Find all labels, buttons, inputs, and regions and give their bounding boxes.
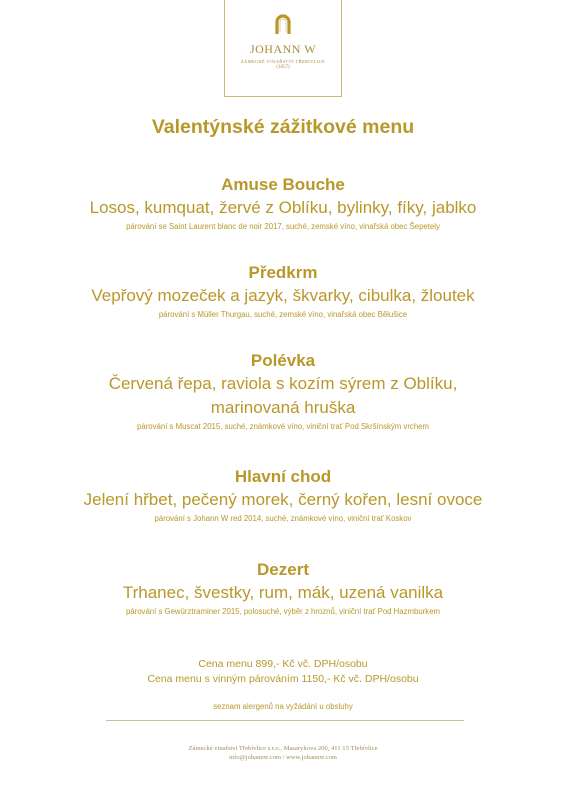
course-amuse-bouche [0, 174, 566, 234]
footer-address: Zámecké vinařství Třebívlice s.r.o., Masarykova 200, 411 15 Třebívlice [188, 745, 378, 752]
footer [0, 744, 566, 762]
course-dish: Losos, kumquat, žervé z Oblíku, bylinky, fíky, jablko [89, 198, 477, 217]
course-name: Hlavní chod [234, 467, 332, 486]
menu-title: Valentýnské zážitkové menu [151, 116, 415, 138]
price-menu: Cena menu 899,- Kč vč. DPH/osobu [198, 658, 368, 670]
price-with-pairing: Cena menu s vinným párováním 1150,- Kč vč. DPH/osobu [147, 673, 419, 685]
course-pairing: párování s Müller Thurgau, suché, zemské víno, vinařská obec Bělušice [158, 310, 408, 319]
course-dish-line-2: marinovaná hruška [210, 398, 356, 417]
course-name: Dezert [257, 560, 309, 579]
course-name: Předkrm [248, 263, 318, 282]
logo-subtitle: ZÁMECKÉ VINAŘSTVÍ TŘEBIVLICE [240, 59, 326, 64]
course-pairing: párování s Gewürztraminer 2015, polosuché, výběr z hroznů, viniční trať Pod Hazmburkem [125, 607, 441, 616]
footer-divider [106, 720, 464, 721]
allergen-note: seznam alergenů na vyžádání u obsluhy [213, 702, 353, 711]
course-name: Amuse Bouche [221, 175, 345, 194]
course-dish: Jelení hřbet, pečený morek, černý kořen, lesní ovoce [83, 490, 483, 509]
course-polevka [0, 350, 566, 434]
course-pairing: párování s Johann W red 2014, suché, známkové víno, viniční trať Koskov [154, 514, 412, 523]
price-block [0, 657, 566, 687]
course-hlavni-chod [0, 466, 566, 526]
footer-contact: info@johannw.com / www.johannw.com [229, 754, 337, 761]
course-pairing: párování se Saint Laurent blanc de noir 2017, suché, zemské víno, vinařská obec Šepetely [126, 222, 440, 231]
course-dish: Vepřový mozeček a jazyk, škvarky, cibulka, žloutek [91, 286, 475, 305]
course-name: Polévka [250, 351, 316, 370]
course-pairing: párování s Muscat 2015, suché, známkové víno, viniční trať Pod Skršínským vrchem [137, 422, 429, 431]
course-dezert [0, 559, 566, 619]
logo-box [224, 0, 342, 97]
logo-year: (1857) [276, 65, 290, 70]
course-predkrm [0, 262, 566, 322]
course-dish: Trhanec, švestky, rum, mák, uzená vanilka [122, 583, 444, 602]
horseshoe-logo-icon [272, 10, 294, 36]
logo-brand: JOHANN W [249, 42, 317, 56]
course-dish-line-1: Červená řepa, raviola s kozím sýrem z Oblíku, [108, 374, 458, 393]
